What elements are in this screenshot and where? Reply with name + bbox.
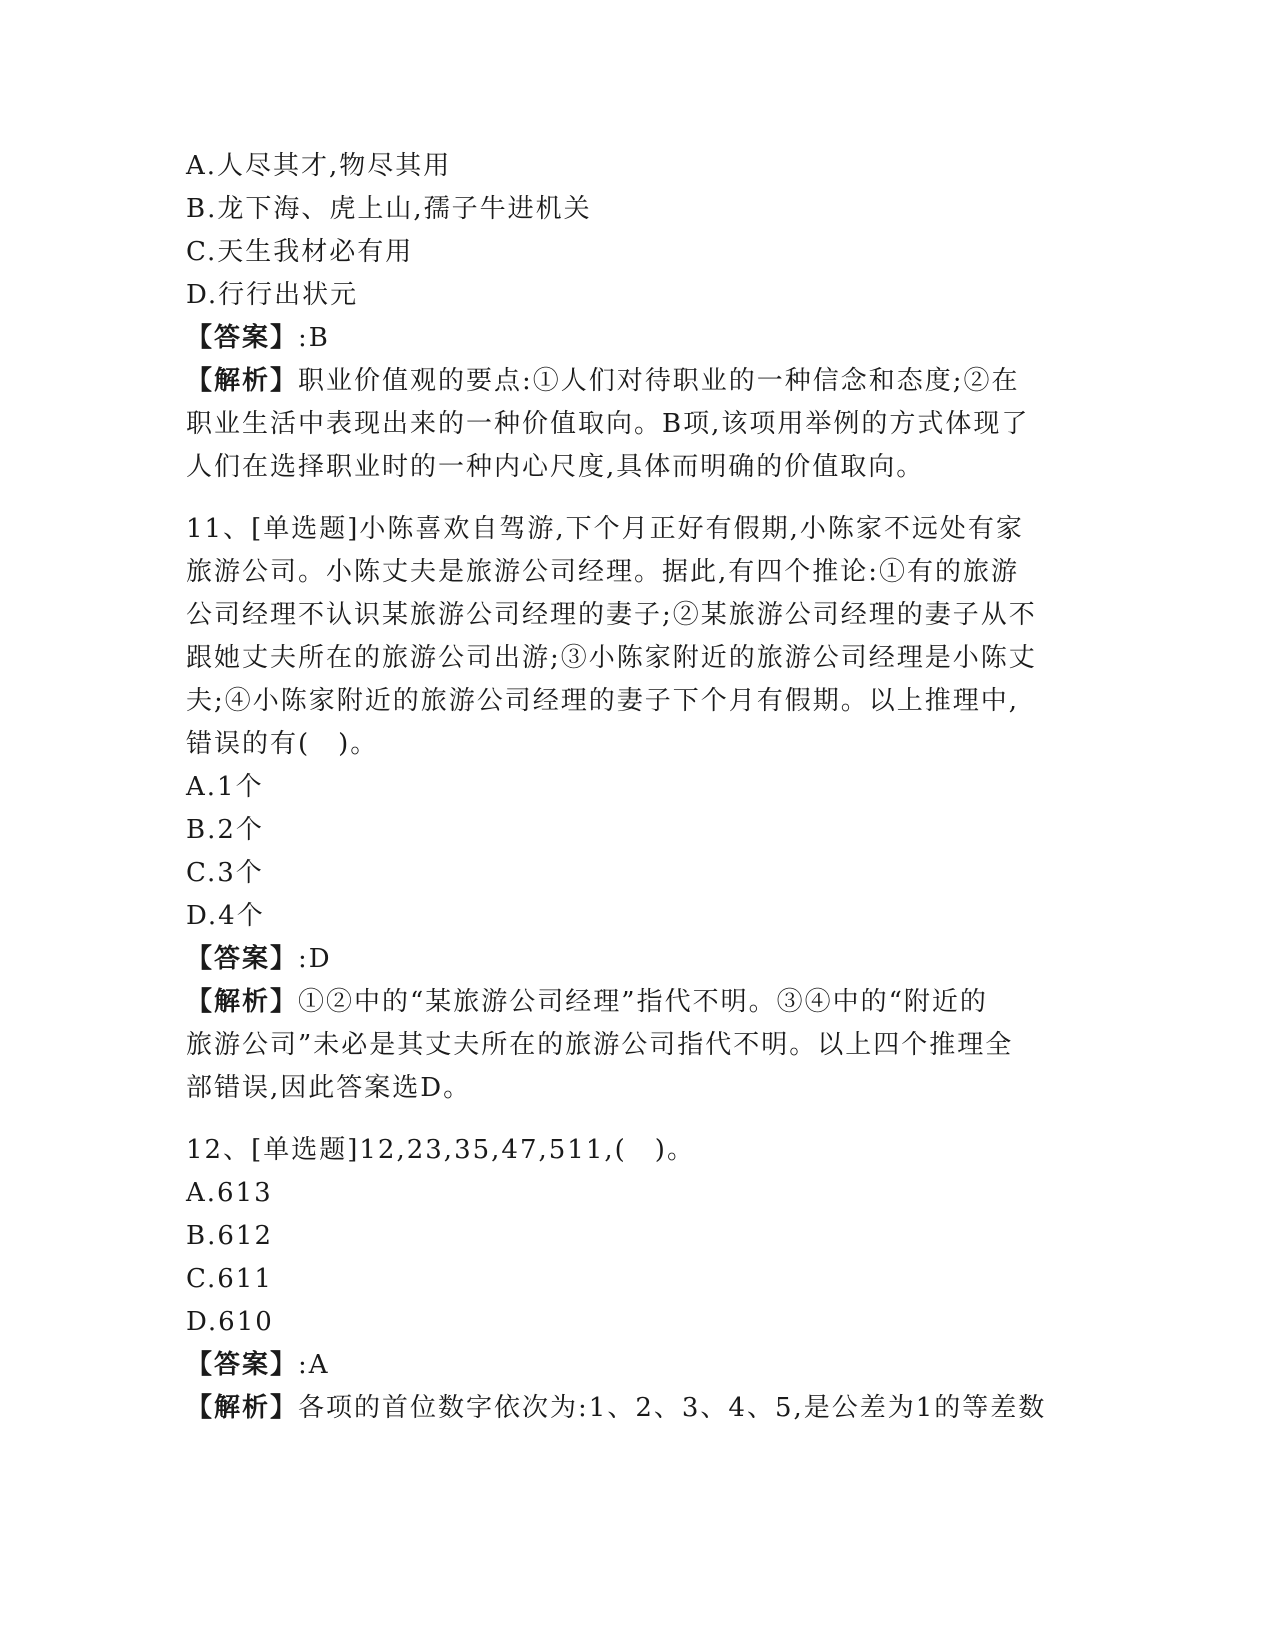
analysis-label: 【解析】 [186, 987, 299, 1017]
answer-label: 【答案】 [186, 323, 299, 353]
question-12 [186, 1129, 1086, 1430]
option-d: D.行行出状元 [186, 280, 359, 310]
option-c: C.3个 [186, 858, 264, 888]
analysis-text: ①②中的“某旅游公司经理”指代不明。③④中的“附近的 [298, 987, 988, 1017]
option-d: D.4个 [186, 901, 265, 931]
document-page [186, 145, 1086, 1430]
analysis-line: 职业生活中表现出来的一种价值取向。B项,该项用举例的方式体现了 [186, 409, 1030, 439]
question-stem: 12、[单选题]12,23,35,47,511,( )。 [186, 1135, 695, 1165]
option-a: A.613 [186, 1178, 273, 1208]
answer-line [186, 938, 1086, 981]
question-stem: 公司经理不认识某旅游公司经理的妻子;②某旅游公司经理的妻子从不 [186, 600, 1037, 630]
analysis-text: 各项的首位数字依次为:1、2、3、4、5,是公差为1的等差数 [298, 1393, 1047, 1423]
answer-value: :A [298, 1350, 330, 1380]
answer-value: :D [298, 944, 332, 974]
question-stem: 跟她丈夫所在的旅游公司出游;③小陈家附近的旅游公司经理是小陈丈 [186, 643, 1037, 673]
analysis-line [186, 1387, 1086, 1430]
question-10 [186, 145, 1086, 489]
analysis-line: 部错误,因此答案选D。 [186, 1073, 472, 1103]
analysis-line: 旅游公司”未必是其丈夫所在的旅游公司指代不明。以上四个推理全 [186, 1030, 1014, 1060]
option-b: B.龙下海、虎上山,孺子牛进机关 [186, 194, 592, 224]
question-stem: 旅游公司。小陈丈夫是旅游公司经理。据此,有四个推论:①有的旅游 [186, 557, 1020, 587]
option-a: A.人尽其才,物尽其用 [186, 151, 452, 181]
answer-label: 【答案】 [186, 944, 299, 974]
question-stem: 错误的有( )。 [186, 729, 379, 759]
option-b: B.2个 [186, 815, 264, 845]
answer-line [186, 317, 1086, 360]
question-11 [186, 508, 1086, 1110]
option-c: C.天生我材必有用 [186, 237, 414, 267]
question-stem: 夫;④小陈家附近的旅游公司经理的妻子下个月有假期。以上推理中, [186, 686, 1020, 716]
analysis-text: 职业价值观的要点:①人们对待职业的一种信念和态度;②在 [298, 366, 1020, 396]
analysis-label: 【解析】 [186, 1393, 299, 1423]
analysis-line [186, 981, 1086, 1024]
question-stem: 11、[单选题]小陈喜欢自驾游,下个月正好有假期,小陈家不远处有家 [186, 514, 1024, 544]
answer-label: 【答案】 [186, 1350, 299, 1380]
analysis-line: 人们在选择职业时的一种内心尺度,具体而明确的价值取向。 [186, 452, 925, 482]
option-d: D.610 [186, 1307, 274, 1337]
answer-value: :B [298, 323, 330, 353]
option-c: C.611 [186, 1264, 273, 1294]
answer-line [186, 1344, 1086, 1387]
option-a: A.1个 [186, 772, 264, 802]
analysis-line [186, 360, 1086, 403]
analysis-label: 【解析】 [186, 366, 299, 396]
option-b: B.612 [186, 1221, 273, 1251]
